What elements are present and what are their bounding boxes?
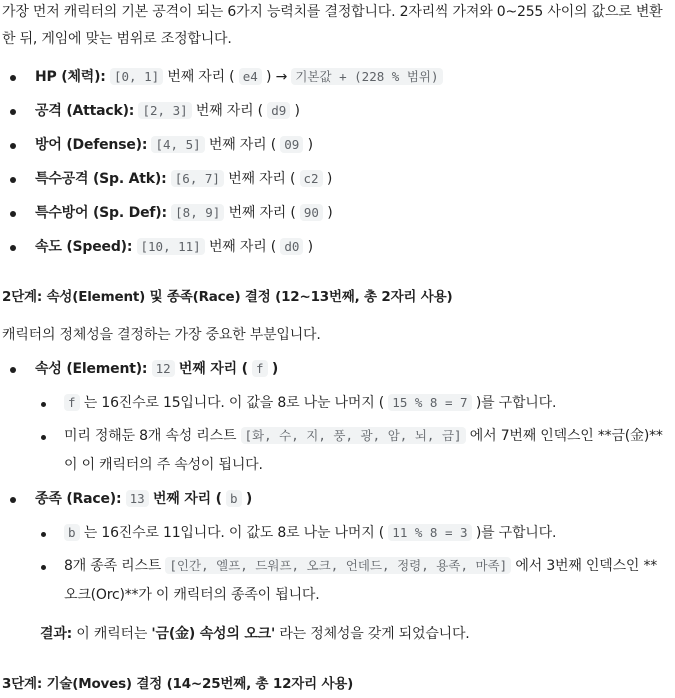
close-paren: )	[326, 171, 333, 187]
bullet-icon	[41, 532, 46, 537]
stat-name: 특수공격 (Sp. Atk):	[35, 171, 167, 187]
close-paren: )	[294, 103, 300, 119]
list-item	[2, 518, 675, 548]
bullet-icon	[41, 565, 46, 570]
index-code: 13	[126, 490, 149, 507]
list-item	[2, 483, 675, 515]
intro-paragraph: 가장 먼저 캐릭터의 기본 공격이 되는 6가지 능력치를 결정합니다. 2자리씩 가져와 0~255 사이의 값으로 변환한 뒤, 게임에 맞는 범위로 조정합니다.	[2, 4, 663, 47]
sub-text: 는 16진수로 11입니다. 이 값도 8로 나눈 나머지 (	[83, 525, 385, 541]
list-item	[2, 197, 675, 231]
stat-name: 속도 (Speed):	[35, 239, 133, 255]
bullet-icon	[41, 402, 46, 407]
list-code: [화, 수, 지, 풍, 광, 암, 뇌, 금]	[241, 427, 466, 444]
bullet-icon	[10, 177, 16, 183]
list-item	[2, 61, 675, 95]
hex-code: d0	[280, 238, 303, 255]
list-item	[2, 163, 675, 197]
close-paren: )	[307, 239, 313, 255]
sub-text: 는 16진수로 15입니다. 이 값을 8로 나눈 나머지 (	[83, 395, 385, 411]
stat-name: 공격 (Attack):	[35, 103, 135, 119]
stat-name: 방어 (Defense):	[35, 137, 148, 153]
hex-code: e4	[239, 68, 262, 85]
result-label: 결과:	[40, 626, 73, 642]
hex-code: 09	[280, 136, 303, 153]
bullet-icon	[10, 211, 16, 217]
hex-code: 90	[300, 204, 323, 221]
hex-code: f	[252, 360, 268, 377]
sub-text: )를 구합니다.	[475, 525, 557, 541]
bullet-icon	[10, 109, 16, 115]
race-mid: 번째 자리 (	[152, 491, 222, 507]
close-paren: )	[245, 491, 253, 507]
race-label: 종족 (Race):	[35, 491, 122, 507]
close-paren: )	[271, 361, 279, 377]
element-mid: 번째 자리 (	[178, 361, 248, 377]
stat-suffix: 번째 자리 (	[228, 205, 296, 221]
sub-text: 에서 3번째 인덱스인 **오크(Orc)**가 이 캐릭터의 종족이 됩니다.	[64, 558, 658, 603]
stat-name: HP (체력):	[35, 69, 106, 85]
bullet-icon	[41, 435, 46, 440]
index-code: [6, 7]	[171, 170, 224, 187]
stat-suffix: 번째 자리 (	[208, 239, 277, 255]
hex-code: d9	[267, 102, 290, 119]
hex-code: c2	[300, 170, 323, 187]
list-item	[2, 95, 675, 129]
stat-suffix: 번째 자리 (	[167, 69, 235, 85]
arrow-text: →	[275, 69, 292, 85]
bullet-icon	[10, 143, 16, 149]
stat-name: 특수방어 (Sp. Def):	[35, 205, 167, 221]
result-text: 이 캐릭터는	[72, 626, 152, 642]
hex-code: b	[64, 524, 80, 541]
stat-suffix: 번째 자리 (	[195, 103, 263, 119]
list-item	[2, 353, 675, 385]
index-code: 12	[152, 360, 175, 377]
index-code: [10, 11]	[137, 238, 205, 255]
index-code: [0, 1]	[110, 68, 163, 85]
bullet-icon	[10, 367, 16, 373]
sub-text: 에서 7번째 인덱스인 **금(金)**이 이 캐릭터의 주 속성이 됩니다.	[64, 428, 663, 473]
sub-text: )를 구합니다.	[475, 395, 557, 411]
list-item	[2, 551, 675, 610]
element-label: 속성 (Element):	[35, 361, 148, 377]
index-code: [8, 9]	[171, 204, 224, 221]
bullet-icon	[10, 245, 16, 251]
close-paren: )	[327, 205, 333, 221]
list-item	[2, 388, 675, 418]
list-item	[2, 421, 675, 480]
list-item	[2, 231, 675, 265]
calc-code: 15 % 8 = 7	[388, 394, 471, 411]
stat-suffix: 번째 자리 (	[208, 137, 276, 153]
calc-code: 11 % 8 = 3	[388, 524, 471, 541]
index-code: [2, 3]	[138, 102, 191, 119]
result-bold: '금(金) 속성의 오크'	[151, 626, 276, 642]
stat-suffix: 번째 자리 (	[228, 171, 296, 187]
list-item	[2, 129, 675, 163]
stats-list	[2, 61, 675, 265]
step3-heading: 3단계: 기술(Moves) 결정 (14~25번째, 총 12자리 사용)	[2, 676, 354, 692]
close-paren: )	[307, 137, 313, 153]
identity-list	[2, 353, 675, 610]
index-code: [4, 5]	[151, 136, 204, 153]
hex-code: b	[226, 490, 242, 507]
bullet-icon	[10, 497, 16, 503]
formula-code: 기본값 + (228 % 범위)	[291, 68, 442, 85]
hex-code: f	[64, 394, 80, 411]
sub-text: 8개 종족 리스트	[64, 558, 166, 574]
result-paragraph	[2, 622, 675, 646]
sub-text: 미리 정해둔 8개 속성 리스트	[64, 428, 241, 444]
step2-heading: 2단계: 속성(Element) 및 종족(Race) 결정 (12~13번째, 총 2자리 사용)	[2, 289, 453, 305]
step2-intro: 캐릭터의 정체성을 결정하는 가장 중요한 부분입니다.	[2, 327, 321, 343]
result-text: 라는 정체성을 갖게 되었습니다.	[275, 626, 470, 642]
list-code: [인간, 엘프, 드워프, 오크, 언데드, 정령, 용족, 마족]	[165, 557, 511, 574]
close-paren: )	[266, 69, 272, 85]
bullet-icon	[10, 75, 16, 81]
